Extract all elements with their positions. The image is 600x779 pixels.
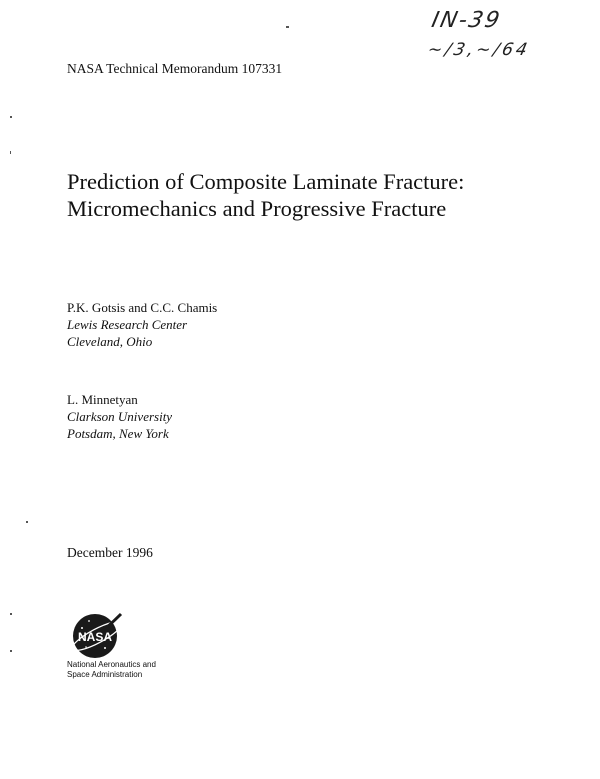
- scan-speck: [10, 613, 12, 615]
- handwritten-note-line-1: IN-39: [429, 8, 504, 33]
- scan-speck: [286, 26, 289, 28]
- agency-line-1: National Aeronautics and: [67, 660, 156, 669]
- author-block-1: [67, 299, 217, 350]
- logo-wordmark: NASA: [77, 630, 113, 644]
- nasa-logo-graphic: [67, 606, 131, 662]
- author-organization: Clarkson University: [67, 409, 173, 424]
- scan-speck: [10, 151, 11, 154]
- scan-speck: [10, 650, 12, 652]
- report-number: NASA Technical Memorandum 107331: [67, 61, 283, 76]
- author-names: P.K. Gotsis and C.C. Chamis: [67, 300, 218, 315]
- scan-speck: [26, 521, 28, 523]
- agency-line-2: Space Administration: [67, 670, 143, 679]
- document-title: [67, 168, 507, 222]
- agency-name: [67, 660, 156, 680]
- logo-star: [81, 627, 83, 629]
- handwritten-note-line-2: ~/3,~/64: [425, 40, 532, 60]
- title-line-2: Micromechanics and Progressive Fracture: [67, 196, 447, 221]
- nasa-meatball-logo-icon: [67, 606, 131, 662]
- logo-star: [85, 646, 87, 648]
- logo-star: [88, 620, 90, 622]
- author-names: L. Minnetyan: [67, 392, 138, 407]
- publication-date: December 1996: [67, 545, 153, 560]
- title-line-1: Prediction of Composite Laminate Fracture:: [67, 169, 465, 194]
- logo-star: [104, 647, 106, 649]
- scan-speck: [10, 116, 12, 118]
- author-location: Potsdam, New York: [67, 426, 169, 441]
- author-block-2: [67, 391, 172, 442]
- author-organization: Lewis Research Center: [67, 317, 188, 332]
- author-location: Cleveland, Ohio: [67, 334, 153, 349]
